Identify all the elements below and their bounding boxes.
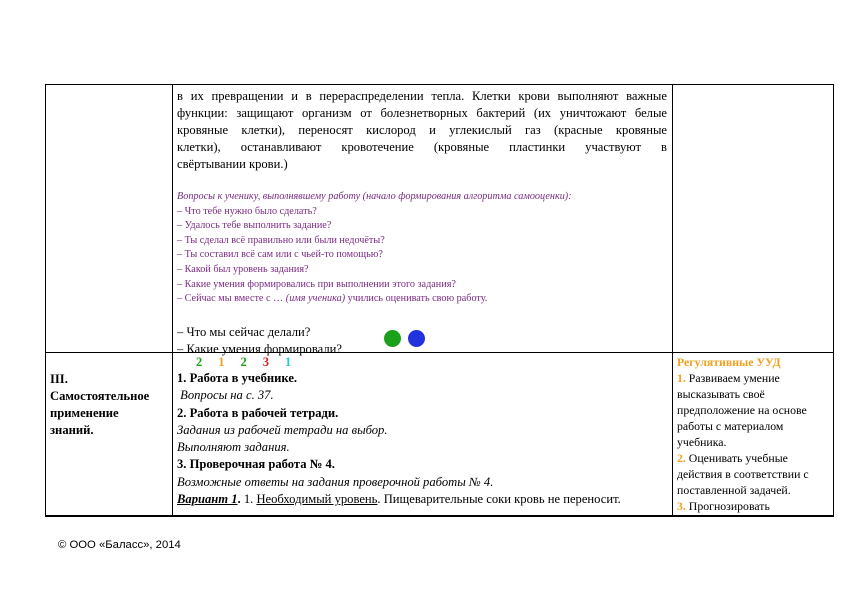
table-left-border — [45, 84, 46, 517]
paragraph-line: свёртывании крови.) — [177, 157, 288, 171]
uud-title: Регулятивные УУД — [677, 355, 781, 369]
row2-content-cell — [177, 354, 669, 508]
question-item-last — [177, 292, 667, 307]
paragraph-line: клетки), останавливают кровотечение (кровяные пластинки участвуют в — [177, 140, 667, 154]
question-item: – Ты сделал всё правильно или были недочёты? — [177, 234, 385, 246]
task-text: Вопросы на с. 37. — [177, 388, 274, 403]
question-item: – Какой был уровень задания? — [177, 263, 309, 275]
table-top-border — [45, 84, 834, 85]
copyright-footer: © ООО «Баласс», 2014 — [58, 539, 181, 551]
questions-title: Вопросы к ученику, выполнявшему работу (начало формирования алгоритма самооценки): — [177, 191, 572, 202]
blue-dot-icon — [408, 330, 425, 347]
col-divider-1 — [172, 84, 173, 517]
uud-item-line: учебника. — [677, 435, 727, 449]
stage-cell — [50, 371, 170, 439]
self-assessment-questions — [177, 190, 667, 307]
question-item: – Удалось тебе выполнить задание? — [177, 220, 332, 232]
tasks-list — [177, 370, 669, 508]
difficulty-levels — [177, 354, 669, 370]
uud-item-number: 3. — [677, 499, 686, 513]
stage-title-line: Самостоятельное — [50, 389, 150, 403]
question-item: – Ты составил всё сам или с чьей-то помощью? — [177, 249, 383, 261]
paragraph-line: в их превращении и в перераспределении тепла. Клетки крови выполняют важные — [177, 89, 667, 103]
variant-line — [177, 491, 669, 508]
level-number: 2 — [196, 355, 203, 369]
question-item: – Что тебе нужно было сделать? — [177, 205, 317, 217]
uud-item-line: действия в соответствии с — [677, 467, 809, 481]
paragraph-line: кровяные клетки), переносят кислород и углекислый газ (красные кровяные — [177, 123, 667, 137]
question-item: – Какие умения формировались при выполнении этого задания? — [177, 278, 456, 290]
blood-paragraph — [177, 88, 667, 173]
variant-level: Необходимый уровень — [256, 492, 378, 507]
uud-item-line: Оценивать учебные — [685, 451, 788, 465]
task-text: Выполняют задания. — [177, 440, 290, 455]
table-right-border — [833, 84, 834, 517]
question-suffix: учились оценивать свою работу. — [345, 293, 488, 305]
uud-item — [677, 498, 829, 514]
stage-title-line: применение — [50, 406, 119, 420]
variant-number: 1. — [240, 492, 257, 507]
task-text: Возможные ответы на задания проверочной работы № 4. — [177, 474, 494, 489]
variant-label: Вариант 1 — [177, 492, 238, 507]
task-text: Задания из рабочей тетради на выбор. — [177, 422, 388, 437]
uud-cell — [677, 354, 829, 514]
col-divider-2 — [672, 84, 673, 517]
level-number: 1 — [218, 355, 225, 369]
question-prefix: – Сейчас мы вместе с … — [177, 293, 286, 305]
summary-line: – Какие умения формировали? — [177, 341, 342, 356]
task-title: 3. Проверочная работа № 4. — [177, 457, 335, 472]
uud-item-line: предположение на основе — [677, 403, 807, 417]
uud-item-line: Развиваем умение — [685, 371, 780, 385]
uud-item — [677, 450, 829, 498]
stage-number: III. — [50, 372, 68, 386]
uud-item-number: 2. — [677, 451, 686, 465]
paragraph-line: функции: защищают организм от болезнетворных бактерий (их уничтожают белые — [177, 106, 667, 120]
green-dot-icon — [384, 330, 401, 347]
student-name-placeholder: (имя ученика) — [285, 293, 346, 305]
uud-item — [677, 370, 829, 450]
uud-item-line: Прогнозировать — [685, 499, 770, 513]
level-number: 1 — [285, 355, 292, 369]
uud-item-number: 1. — [677, 371, 686, 385]
uud-item-line: поставленной задачей. — [677, 483, 791, 497]
row1-content-cell — [177, 88, 667, 358]
task-title: 1. Работа в учебнике. — [177, 371, 298, 385]
variant-answer: . Пищеварительные соки кровь не переносит. — [377, 492, 621, 507]
variant-dot: . — [237, 492, 241, 507]
table-bottom-border — [45, 515, 834, 517]
uud-item-line: работы с материалом — [677, 419, 784, 433]
summary-line: – Что мы сейчас делали? — [177, 324, 311, 339]
level-number: 2 — [240, 355, 247, 369]
stage-title-line: знаний. — [50, 423, 94, 437]
task-title: 2. Работа в рабочей тетради. — [177, 405, 339, 420]
level-number: 3 — [262, 355, 269, 369]
uud-item-line: высказывать своё — [677, 387, 765, 401]
